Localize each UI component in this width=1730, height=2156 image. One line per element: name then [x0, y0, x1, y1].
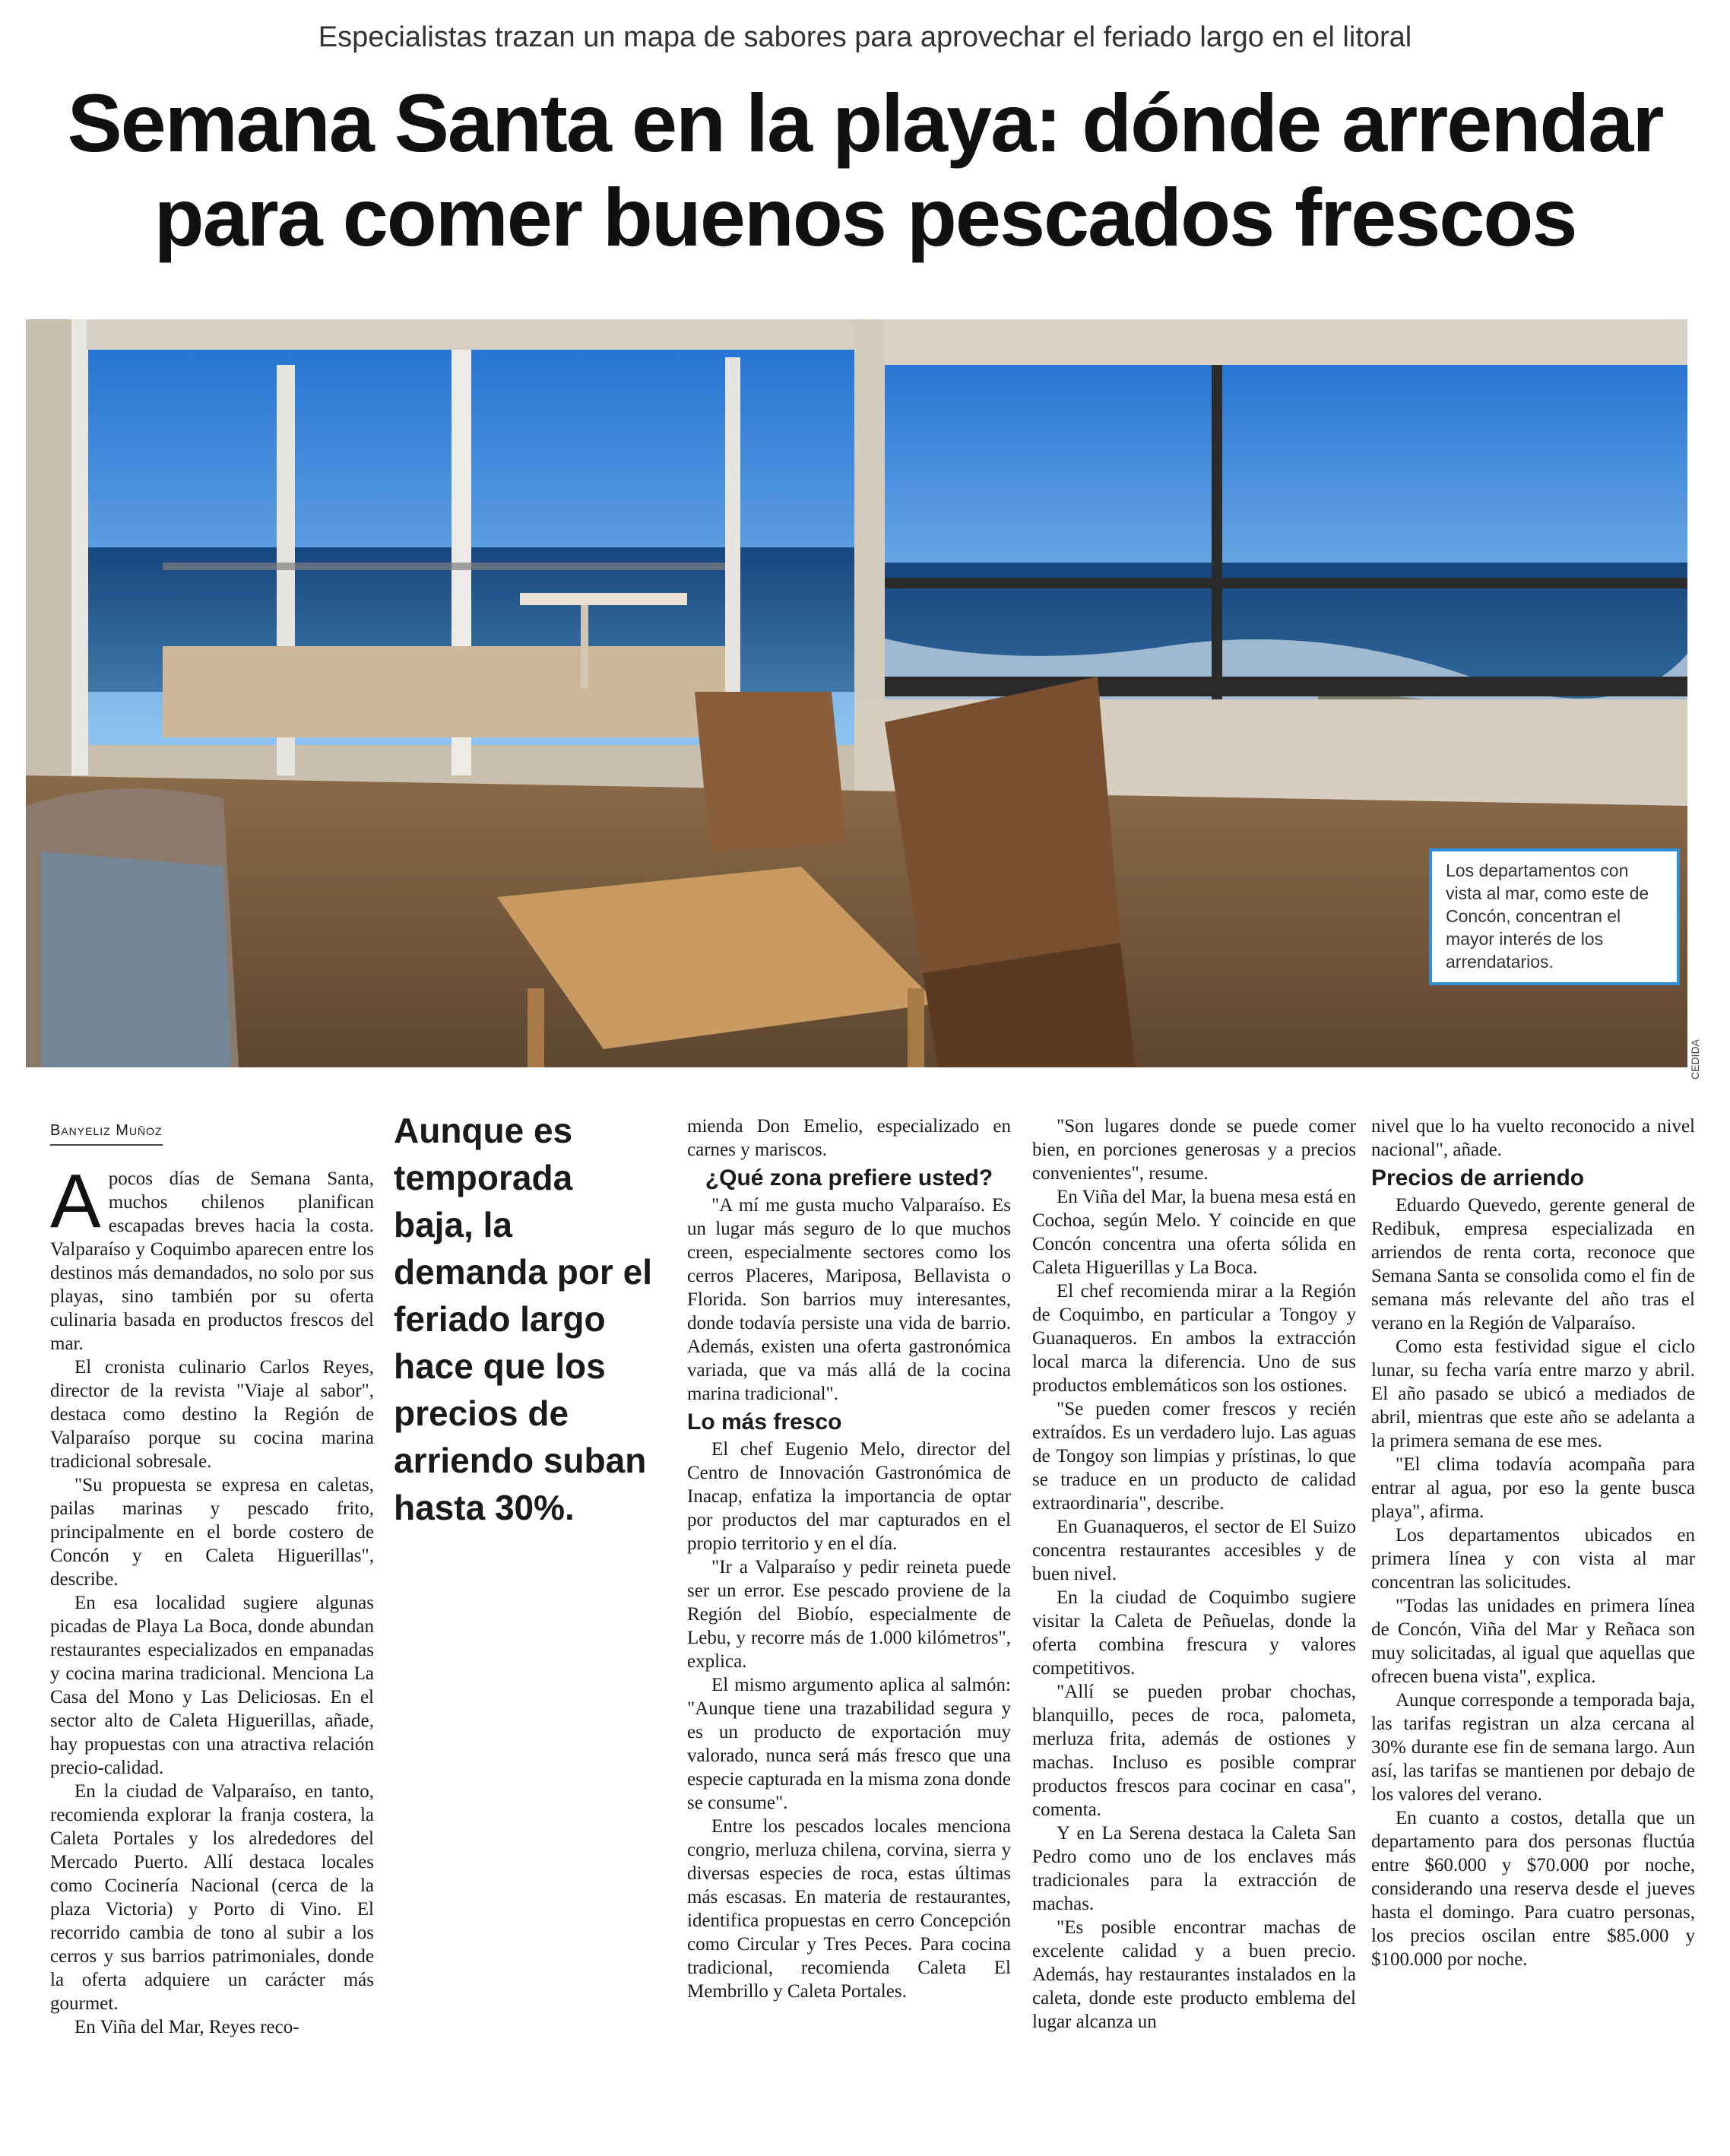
lead-text: pocos días de Semana Santa, muchos chilenos planifican escapadas breves hacia la costa. Valparaíso y Coquimbo aparecen entre los destinos más demandados, no solo por sus playas, sino también por su oferta culinaria basada en productos frescos del mar.	[50, 1168, 374, 1354]
paragraph: "Se pueden comer frescos y recién extraídos. Es un verdadero lujo. Las aguas de Tongoy son limpias y prístinas, lo que se traduce en un producto de calidad extraordinaria", describe.	[1032, 1399, 1356, 1514]
paragraph: El chef recomienda mirar a la Región de Coquimbo, en particular a Tongoy y Guanaqueros. En ambos la extracción local marca la diferencia. Uno de sus productos emblemáticos son los ostiones.	[1032, 1281, 1356, 1396]
paragraph: Eduardo Quevedo, gerente general de Redibuk, empresa especializada en arriendos de renta corta, reconoce que Semana Santa se consolida como el fin de semana más relevante del año tras el verano en la Región de Valparaíso.	[1371, 1195, 1695, 1333]
paragraph: En cuanto a costos, detalla que un departamento para dos personas fluctúa entre $60.000 y $70.000 por noche, considerando una reserva desde el jueves hasta el domingo. Para cuatro personas, los precios oscilan entre $85.000 y $100.000 por noche.	[1371, 1808, 1695, 1970]
paragraph: Como esta festividad sigue el ciclo lunar, su fecha varía entre marzo y abril. El año pasado se ubicó a mediados de abril, mientras que este año se adelanta a la primera semana de ese mes.	[1371, 1336, 1695, 1451]
paragraph: Los departamentos ubicados en primera línea y con vista al mar concentran las solicitudes.	[1371, 1525, 1695, 1593]
section-heading-precios-de-arriendo: Precios de arriendo	[1371, 1165, 1585, 1191]
paragraph: Entre los pescados locales menciona congrio, merluza chilena, corvina, sierra y diversas especies de roca, estas últimas más escasas. En materia de restaurantes, identifica propuestas en cerro Concepción como Circular y Tres Peces. Para cocina tradicional, recomienda Caleta El Membrillo y Caleta Portales.	[687, 1816, 1011, 2002]
lead-paragraph	[50, 1159, 374, 1355]
paragraph: "A mí me gusta mucho Valparaíso. Es un lugar más seguro de lo que muchos creen, especialmente sectores como los cerros Placeres, Mariposa, Bellavista o Florida. Son barrios muy interesantes, donde todavía persiste una vida de barrio. Además, existen una oferta gastronómica variada, que va más allá de la cocina marina tradicional".	[687, 1195, 1011, 1404]
paragraph: En la ciudad de Coquimbo sugiere visitar la Caleta de Peñuelas, donde la oferta combina frescura y valores competitivos.	[1032, 1587, 1356, 1679]
paragraph: mienda Don Emelio, especializado en carnes y mariscos.	[687, 1116, 1011, 1160]
headline-line-1: Semana Santa en la playa: dónde arrendar	[67, 77, 1663, 169]
paragraph: Y en La Serena destaca la Caleta San Pedro como uno de los enclaves más tradicionales para la extracción de machas.	[1032, 1823, 1356, 1914]
paragraph: El chef Eugenio Melo, director del Centro de Innovación Gastronómica de Inacap, enfatiza la importancia de optar por productos del mar capturados en el propio territorio y en el día.	[687, 1439, 1011, 1554]
paragraph: En Viña del Mar, la buena mesa está en Cochoa, según Melo. Y coincide en que Concón concentra una oferta sólida en Caleta Higuerillas y La Boca.	[1032, 1187, 1356, 1278]
headline	[0, 76, 1730, 265]
paragraph: En la ciudad de Valparaíso, en tanto, recomienda explorar la franja costera, la Caleta Portales y los alrededores del Mercado Puerto. Allí destaca locales como Cocinería Nacional (cerca de la plaza Victoria) y Porto di Vino. El recorrido cambia de tono al subir a los cerros y sus barrios patrimoniales, donde la oferta adquiere un carácter más gourmet.	[50, 1781, 374, 2014]
paragraph: "Su propuesta se expresa en caletas, pailas marinas y pescado frito, principalmente en el borde costero de Concón y en Caleta Higuerillas", describe.	[50, 1475, 374, 1590]
paragraph: "El clima todavía acompaña para entrar al agua, por eso la gente busca playa", afirma.	[1371, 1454, 1695, 1522]
pull-quote: Aunque es temporada baja, la demanda por el feriado largo hace que los precios de arriendo suban hasta 30%.	[394, 1111, 652, 1527]
article-column-4	[1032, 1114, 1356, 2034]
paragraph: "Son lugares donde se puede comer bien, en porciones generosas y a precios convenientes", resume.	[1032, 1116, 1356, 1184]
paragraph: En Viña del Mar, Reyes reco-	[74, 2017, 299, 2037]
section-heading-lo-mas-fresco: Lo más fresco	[687, 1409, 842, 1435]
paragraph: En esa localidad sugiere algunas picadas de Playa La Boca, donde abundan restaurantes especializados en empanadas y cocina marina tradicional. Menciona La Casa del Mono y Las Deliciosas. En el sector alto de Caleta Higuerillas, añade, hay propuestas con una atractiva relación precio-calidad.	[50, 1593, 374, 1778]
photo-caption: Los departamentos con vista al mar, como este de Concón, concentran el mayor interés de los arrendatarios.	[1429, 848, 1680, 985]
kicker: Especialistas trazan un mapa de sabores para aprovechar el feriado largo en el litoral	[318, 21, 1412, 53]
article-column-3	[687, 1114, 1011, 2003]
paragraph: "Es posible encontrar machas de excelente calidad y a buen precio. Además, hay restaurantes instalados en la caleta, donde este producto emblema del lugar alcanza un	[1032, 1917, 1356, 2032]
paragraph: El cronista culinario Carlos Reyes, director de la revista "Viaje al sabor", destaca como destino la Región de Valparaíso porque su cocina marina tradicional sobresale.	[50, 1357, 374, 1472]
paragraph: En Guanaqueros, el sector de El Suizo concentra restaurantes accesibles y de buen nivel.	[1032, 1517, 1356, 1584]
photo-credit: CEDIDA	[1689, 1039, 1701, 1080]
paragraph: El mismo argumento aplica al salmón: "Aunque tiene una trazabilidad segura y es un producto de exportación muy valorado, nunca será más fresco que una especie capturada en la misma zona donde se consume".	[687, 1675, 1011, 1813]
paragraph: "Allí se pueden probar chochas, blanquillo, peces de roca, palometa, merluza frita, además de ostiones y machas. Incluso es posible comprar productos frescos para cocinar en casa", comenta.	[1032, 1682, 1356, 1820]
paragraph: "Ir a Valparaíso y pedir reineta puede ser un error. Ese pescado proviene de la Región del Biobío, especialmente de Lebu, y recorre más de 1.000 kilómetros", explica.	[687, 1557, 1011, 1672]
byline: Banyeliz Muñoz	[50, 1119, 163, 1146]
paragraph: Aunque corresponde a temporada baja, las tarifas registran un alza cercana al 30% durante ese fin de semana largo. Aun así, las tarifas se mantienen por debajo de los valores del verano.	[1371, 1690, 1695, 1805]
headline-line-2: para comer buenos pescados frescos	[154, 171, 1576, 263]
article-column-5	[1371, 1114, 1695, 1971]
article-column-1	[50, 1118, 374, 2039]
paragraph: "Todas las unidades en primera línea de Concón, Viña del Mar y Reñaca son muy solicitadas, al igual que aquellas que ofrecen buena vista", explica.	[1371, 1596, 1695, 1687]
paragraph: nivel que lo ha vuelto reconocido a nivel nacional", añade.	[1371, 1116, 1695, 1160]
interview-question: ¿Qué zona prefiere usted?	[705, 1165, 993, 1191]
drop-cap: A	[50, 1159, 101, 1244]
